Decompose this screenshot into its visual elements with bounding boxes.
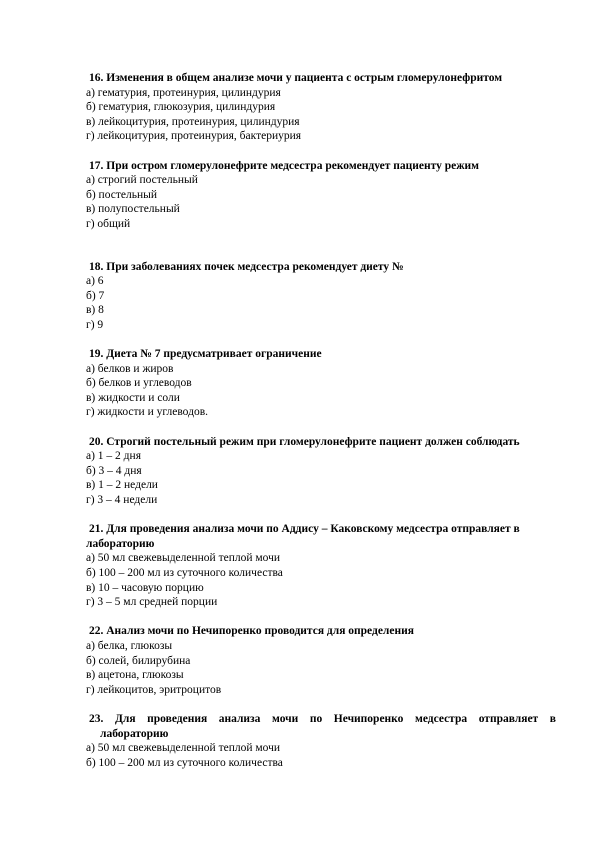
question-23 xyxy=(86,712,556,770)
question-17 xyxy=(86,159,556,232)
question-16-title: 16. Изменения в общем анализе мочи у пациента с острым гломерулонефритом xyxy=(89,72,503,84)
question-23-title-continuation: лабораторию xyxy=(100,727,169,740)
question-23-option-a: а) 50 мл свежевыделенной теплой мочи xyxy=(86,742,281,755)
question-21-option-a: а) 50 мл свежевыделенной теплой мочи xyxy=(86,552,281,565)
question-16-option-d: г) лейкоцитурия, протеинурия, бактериурия xyxy=(86,130,302,143)
question-20-option-a: а) 1 – 2 дня xyxy=(86,450,141,463)
question-16-option-b: б) гематурия, глюкозурия, цилиндурия xyxy=(86,101,276,114)
question-19-option-c: в) жидкости и соли xyxy=(86,391,180,404)
question-22-option-a: а) белка, глюкозы xyxy=(86,639,173,652)
question-22-option-b: б) солей, билирубина xyxy=(86,654,191,667)
question-20-option-c: в) 1 – 2 недели xyxy=(86,479,158,492)
question-21-option-c: в) 10 – часовую порцию xyxy=(86,581,204,594)
question-19-option-a: а) белков и жиров xyxy=(86,362,174,375)
question-21-title-continuation: лабораторию xyxy=(86,537,155,550)
question-18 xyxy=(86,260,556,333)
question-16-option-a: а) гематурия, протеинурия, цилиндурия xyxy=(86,86,281,99)
question-20-title: 20. Строгий постельный режим при гломерулонефрите пациент должен соблюдать xyxy=(89,435,520,448)
question-17-option-b: б) постельный xyxy=(86,188,157,201)
question-23-title: 23. Для проведения анализа мочи по Нечипоренко медсестра отправляет в xyxy=(89,712,556,725)
question-16 xyxy=(86,71,556,144)
question-20-option-d: г) 3 – 4 недели xyxy=(86,494,158,507)
question-17-option-a: а) строгий постельный xyxy=(86,174,198,187)
question-18-option-c: в) 8 xyxy=(86,304,104,317)
question-22-title: 22. Анализ мочи по Нечипоренко проводится для определения xyxy=(89,625,414,638)
question-17-option-c: в) полупостельный xyxy=(86,203,180,216)
question-18-title: 18. При заболеваниях почек медсестра рекомендует диету № xyxy=(89,260,404,273)
question-list xyxy=(86,71,556,770)
question-17-title: 17. При остром гломерулонефрите медсестра рекомендует пациенту режим xyxy=(89,159,480,172)
question-18-option-a: а) 6 xyxy=(86,275,104,288)
question-23-option-b: б) 100 – 200 мл из суточного количества xyxy=(86,756,283,769)
question-22-option-c: в) ацетона, глюкозы xyxy=(86,669,184,682)
question-21 xyxy=(86,522,556,610)
question-19-option-d: г) жидкости и углеводов. xyxy=(86,406,209,419)
question-19 xyxy=(86,347,556,420)
question-19-title: 19. Диета № 7 предусматривает ограничение xyxy=(89,348,322,361)
question-16-option-c: в) лейкоцитурия, протеинурия, цилиндурия xyxy=(86,115,300,128)
question-18-option-b: б) 7 xyxy=(86,289,105,302)
question-20 xyxy=(86,435,556,508)
question-17-option-d: г) общий xyxy=(86,217,131,230)
question-20-option-b: б) 3 – 4 дня xyxy=(86,464,142,477)
question-21-title: 21. Для проведения анализа мочи по Аддису – Каковскому медсестра отправляет в xyxy=(89,523,520,536)
question-19-option-b: б) белков и углеводов xyxy=(86,377,192,390)
question-22 xyxy=(86,624,556,697)
question-21-option-d: г) 3 – 5 мл средней порции xyxy=(86,596,218,609)
question-21-option-b: б) 100 – 200 мл из суточного количества xyxy=(86,567,283,579)
question-22-option-d: г) лейкоцитов, эритроцитов xyxy=(86,683,222,696)
question-18-option-d: г) 9 xyxy=(86,318,104,331)
